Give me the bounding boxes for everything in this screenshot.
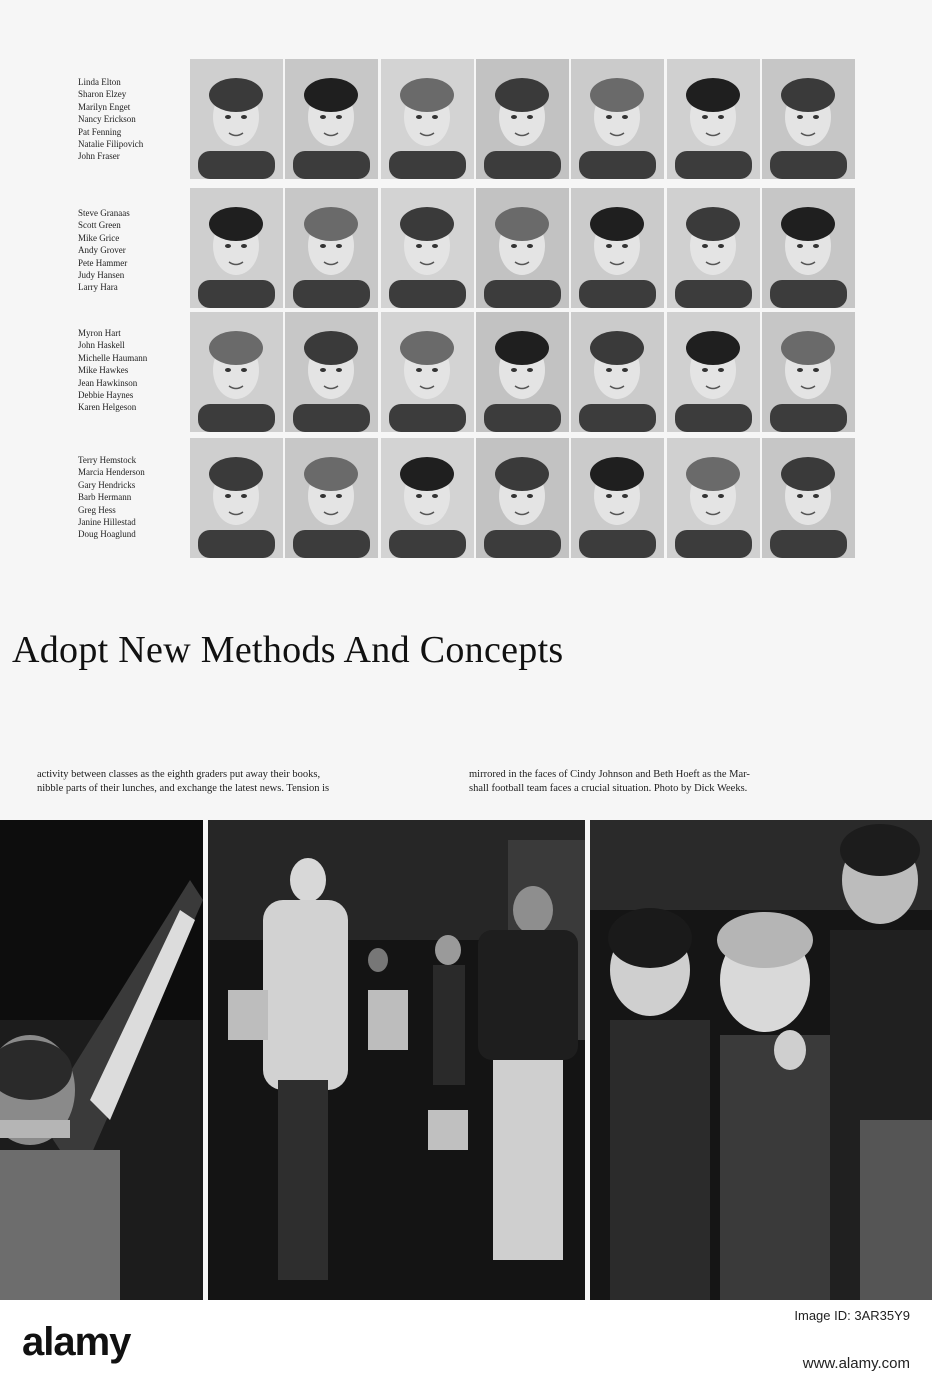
student-name: John Fraser [78, 151, 120, 162]
photo-music-student [0, 820, 203, 1300]
student-portrait [762, 312, 855, 432]
student-portrait [190, 312, 283, 432]
student-portrait [190, 59, 283, 179]
student-name: Janine Hillestad [78, 517, 136, 528]
student-portrait [285, 188, 378, 308]
student-name: Gary Hendricks [78, 479, 136, 490]
caption-right [469, 768, 750, 796]
student-portrait [571, 438, 664, 558]
student-name: Larry Hara [78, 282, 118, 293]
student-portrait [381, 59, 474, 179]
student-portrait [762, 438, 855, 558]
student-name: Marcia Henderson [78, 467, 145, 478]
names-block-row-4 [78, 454, 145, 541]
caption-left [37, 768, 329, 796]
student-portrait [381, 438, 474, 558]
image-id-label: Image ID: 3AR35Y9 [794, 1308, 910, 1323]
student-name: Andy Grover [78, 245, 126, 256]
student-name: Sharon Elzey [78, 89, 127, 100]
names-block-row-3 [78, 327, 147, 414]
student-portrait [190, 438, 283, 558]
student-name: Greg Hess [78, 504, 116, 515]
student-portrait [571, 312, 664, 432]
student-portrait [476, 188, 569, 308]
student-name: John Haskell [78, 340, 125, 351]
student-name: Nancy Erickson [78, 114, 136, 125]
student-name: Debbie Haynes [78, 390, 134, 401]
student-name: Myron Hart [78, 328, 121, 338]
caption-line: shall football team faces a crucial situation. Photo by Dick Weeks. [469, 783, 748, 794]
student-name: Terry Hemstock [78, 455, 137, 465]
student-portrait [285, 312, 378, 432]
student-name: Karen Helgeson [78, 402, 137, 413]
caption-line: mirrored in the faces of Cindy Johnson and Beth Hoeft as the Mar- [469, 769, 750, 780]
student-portrait [285, 438, 378, 558]
student-portrait [381, 188, 474, 308]
student-name: Jean Hawkinson [78, 377, 138, 388]
photo-hallway [208, 820, 585, 1300]
student-portrait [476, 438, 569, 558]
caption-line: activity between classes as the eighth graders put away their books, [37, 769, 321, 780]
student-portrait [667, 59, 760, 179]
student-portrait [667, 312, 760, 432]
student-portrait [667, 438, 760, 558]
student-name: Pete Hammer [78, 257, 128, 268]
student-portrait [381, 312, 474, 432]
student-name: Mike Hawkes [78, 365, 129, 376]
names-block-row-1 [78, 76, 143, 163]
student-name: Steve Granaas [78, 208, 130, 218]
student-name: Natalie Filipovich [78, 139, 144, 150]
student-portrait [762, 188, 855, 308]
student-name: Pat Fenning [78, 126, 122, 137]
caption-line: nibble parts of their lunches, and exchange the latest news. Tension is [37, 783, 330, 794]
photo-football-crowd [590, 820, 932, 1300]
student-portrait [190, 188, 283, 308]
watermark-url: www.alamy.com [802, 1355, 910, 1372]
student-name: Marilyn Enget [78, 101, 131, 112]
student-name: Linda Elton [78, 77, 121, 87]
student-name: Doug Hoaglund [78, 529, 136, 540]
student-name: Mike Grice [78, 232, 120, 243]
student-portrait [476, 59, 569, 179]
student-name: Judy Hansen [78, 270, 125, 281]
student-portrait [476, 312, 569, 432]
student-name: Scott Green [78, 220, 121, 231]
page-headline: Adopt New Methods And Concepts [12, 629, 564, 671]
student-portrait [571, 188, 664, 308]
watermark-bar [0, 1300, 932, 1390]
alamy-logo: alamy [22, 1320, 131, 1364]
student-portrait [571, 59, 664, 179]
student-name: Barb Hermann [78, 492, 132, 503]
names-block-row-2 [78, 207, 130, 294]
student-portrait [762, 59, 855, 179]
student-portrait [285, 59, 378, 179]
student-name: Michelle Haumann [78, 352, 148, 363]
student-portrait [667, 188, 760, 308]
